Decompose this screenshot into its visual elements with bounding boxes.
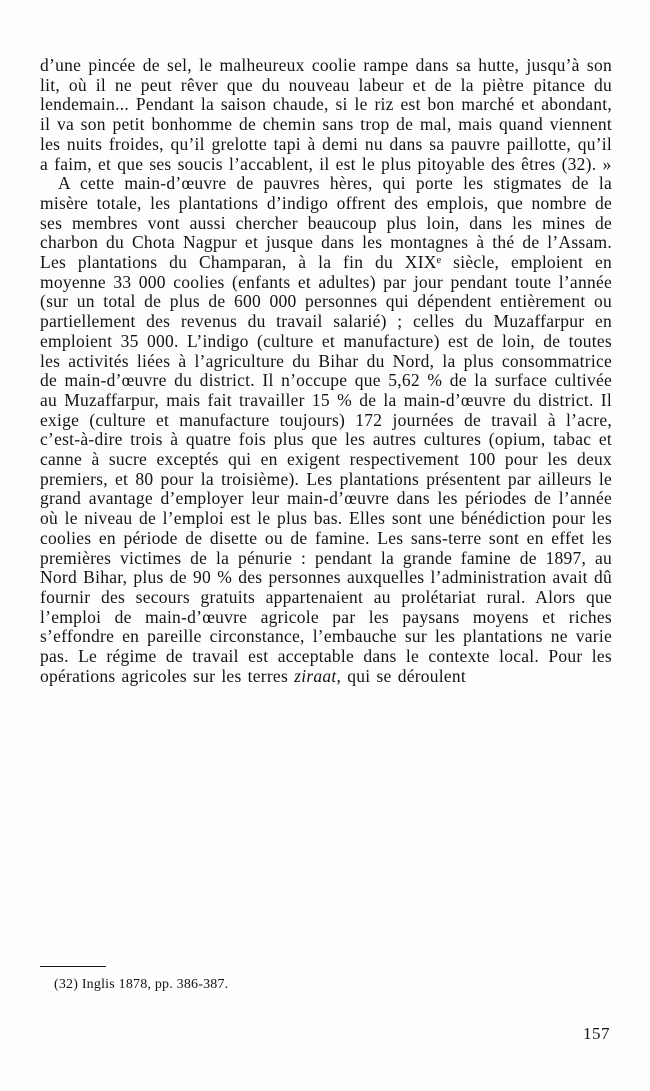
footnote-divider	[40, 966, 106, 967]
footnote-text: (32) Inglis 1878, pp. 386-387.	[54, 977, 229, 992]
paragraph-main-text: A cette main-d’œuvre de pauvres hères, qui porte les stigmates de la misère totale, les plantations d’indigo offrent des emplois, que nombre de ses membres vont aussi chercher beaucoup plus loin, dans les mines de charbon du Chota Nagpur et jusque dans les montagnes à thé de l’Assam. Les plantations du Champaran, à la fin du XIXᵉ siècle, emploient en moyenne 33 000 coolies (enfants et adultes) par jour pendant toute l’année (sur un total de plus de 600 000 personnes qui dépendent entièrement ou partiellement des revenus du travail salarié) ; celles du Muzaffarpur en emploient 35 000. L’indigo (culture et manufacture) est de loin, de toutes les activités liées à l’agriculture du Bihar du Nord, la plus consommatrice de main-d’œuvre du district. Il n’occupe que 5,62 % de la surface cultivée au Muzaffarpur, mais fait travailler 15 % de la main-d’œuvre du district. Il exige (culture et manufacture toujours) 172 journées de travail à l’acre, c’est-à-dire trois à quatre fois plus que les autres cultures (opium, tabac et canne à sucre exceptés qui en exigent respectivement 100 pour les deux premiers, et 80 pour la troisième). Les plantations présentent par ailleurs le grand avantage d’employer leur main-d’œuvre dans les périodes de l’année où le niveau de l’emploi est le plus bas. Elles sont une bénédiction pour les coolies en période de disette ou de famine. Les sans-terre sont en effet les premières victimes de la pénurie : pendant la grande famine de 1897, au Nord Bihar, plus de 90 % des personnes auxquelles l’administration avait dû fournir des secours gratuits appartenaient au prolétariat rural. Alors que l’emploi de main-d’œuvre agricole par les paysans moyens et riches s’effondre en pareille circonstance, l’embauche sur les plantations ne varie pas. Le régime de travail est acceptable dans le contexte local. Pour les opérations agricoles sur les terres	[40, 173, 612, 686]
italic-term-ziraat: ziraat	[294, 665, 337, 686]
paragraph-main	[40, 174, 612, 686]
page-number: 157	[583, 1024, 610, 1043]
paragraph-quote-continuation: d’une pincée de sel, le malheureux coolie rampe dans sa hutte, jusqu’à son lit, où il ne peut rêver que du nouveau labeur et de la piètre pitance du lendemain... Pendant la saison chaude, si le riz est bon marché et abondant, il va son petit bonhomme de chemin sans trop de mal, mais quand viennent les nuits froides, qu’il grelotte tapi à demi nu dans sa pauvre paillotte, qu’il a faim, et que ses soucis l’accablent, il est le plus pitoyable des êtres (32). »	[40, 55, 612, 174]
footnote	[40, 966, 612, 993]
body-text	[40, 56, 612, 687]
paragraph-main-text-end: , qui se déroulent	[336, 665, 467, 686]
